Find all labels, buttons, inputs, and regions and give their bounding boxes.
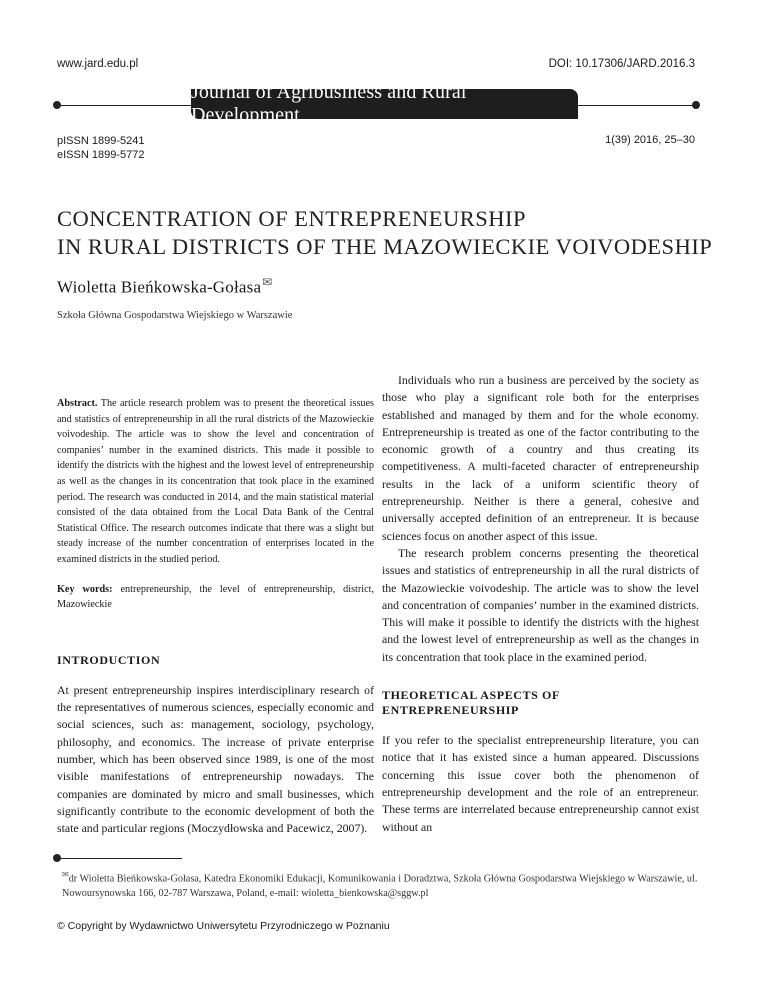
left-column [57,396,374,837]
keywords-label: Key words: [57,583,113,595]
eissn: eISSN 1899-5772 [57,149,145,161]
rule-dot-left [53,101,61,109]
keywords [57,582,374,613]
author-name: Wioletta Bieńkowska-Gołasa [57,277,262,297]
doi: DOI: 10.17306/JARD.2016.3 [548,58,695,70]
introduction-text: At present entrepreneurship inspires interdisciplinary research of the representatives of numerous sciences, especially economic and social sciences, such as: management, sociology, psychology, philosophy, and economics. The increase of private enterprise number, which has been observed since 1989, is one of the most visible manifestations of entrepreneurship nowadays. The companies are dominated by micro and small businesses, which significantly contribute to the economic development of both the state and particular regions (Moczydłowska and Pacewicz, 2007). [57,682,374,836]
paragraph-1: Individuals who run a business are perceived by the society as those who play a significant role both for the enterprises established and managed by them and for the whole economy. Entrepreneurship is treated as one of the factor contributing to the economic growth of a country and thus creating its competitiveness. A multi-faceted character of entrepreneurship results in the lack of a uniform scientific theory of entrepreneurship. Neither is there a general, cohesive and universally accepted definition of an entrepreneur. It is because sciences focus on another aspect of this issue. [382,373,699,543]
journal-url[interactable]: www.jard.edu.pl [57,58,139,70]
copyright: © Copyright by Wydawnictwo Uniwersytetu Przyrodniczego w Poznaniu [57,920,390,932]
right-column [382,372,699,836]
issn-block [57,134,144,162]
author [57,275,272,298]
footnote-envelope-icon: ✉ [62,870,69,879]
abstract-label: Abstract. [57,398,98,409]
title-line-2: IN RURAL DISTRICTS OF THE MAZOWIECKIE VOIVODESHIP [57,234,713,259]
title-line-1: CONCENTRATION OF ENTREPRENEURSHIP [57,206,527,231]
article-title [57,205,717,261]
footnote-text: dr Wioletta Bieńkowska-Gołasa, Katedra Ekonomiki Edukacji, Komunikowania i Doradztwa, Szkoła Główna Gospodarstwa Wiejskiego w Warszawie, ul. Nowoursynowska 166, 02-787 Warszawa, Poland, e-mail: wioletta_bienkowska@sggw.pl [62,873,698,899]
footnote-dot [53,854,61,862]
volume-pages: 1(39) 2016, 25–30 [605,134,695,146]
heading-line-2: ENTREPRENEURSHIP [382,703,519,718]
affiliation: Szkoła Główna Gospodarstwa Wiejskiego w Warszawie [57,310,293,321]
keywords-text: entrepreneurship, the level of entrepreneurship, district, Mazowieckie [57,583,374,611]
journal-title-banner: Journal of Agribusiness and Rural Development [191,89,578,119]
abstract-text: The article research problem was to present the theoretical issues and statistics of entrepreneurship in all the rural districts of the Mazowieckie voivodeship. The article was to show the level and concentration of companies’ number in the examined districts. This made it possible to identify the districts with the highest and the lowest level of entrepreneurship as well as the changes in its concentration that took place in the examined period. The research was conducted in 2014, and the main statistical material consisted of the data obtained from the Local Data Bank of the Central Statistical Office. The research outcomes indicate that there was a slight but steady increase of the number concentration of enterprises located in the examined districts in the studied period. [57,398,374,565]
abstract [57,396,374,568]
footnote-rule [57,858,182,859]
introduction-heading: INTRODUCTION [57,652,161,667]
rule-dot-right [692,101,700,109]
paragraph-3: If you refer to the specialist entrepreneurship literature, you can notice that it has existed since a human appeared. Discussions concerning this issue cover both the phenomenon of entrepreneurship development and the role of an entrepreneur. These terms are interrelated because entrepreneurship cannot exist without an [382,733,699,834]
paragraph-2: The research problem concerns presenting the theoretical issues and statistics of entrepreneurship in all the rural districts of the Mazowieckie voivodeship. The article was to show the level and concentration of companies’ number in the examined districts. This will make it possible to identify the districts with the highest and the lowest level of entrepreneurship as well as the changes in its concentration that took place in the examined period. [382,545,699,664]
theoretical-aspects-heading [382,688,699,718]
footnote [62,868,722,901]
envelope-icon: ✉ [262,275,273,289]
pissn: pISSN 1899-5241 [57,135,145,147]
heading-line-1: THEORETICAL ASPECTS OF [382,688,560,703]
